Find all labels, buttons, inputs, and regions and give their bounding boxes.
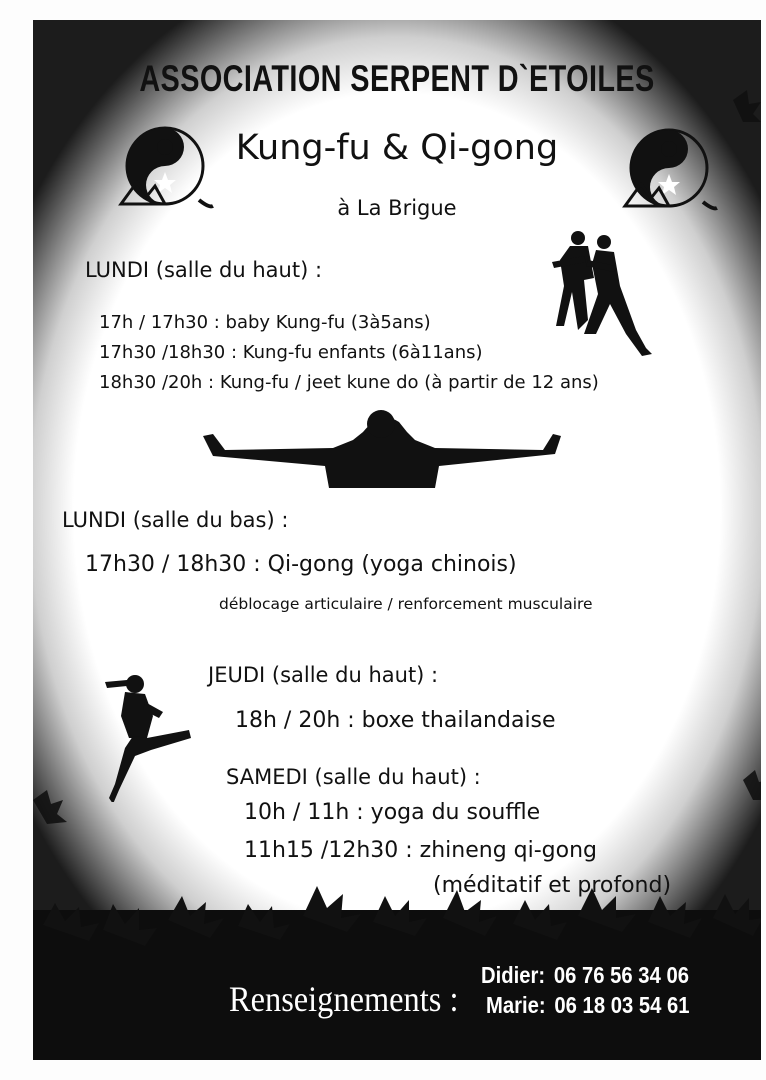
contact-marie [486, 992, 698, 1019]
yin-yang-logo-icon [115, 120, 215, 210]
contact-name: Didier: [481, 962, 546, 988]
location: à La Brigue [337, 196, 457, 220]
contact-didier [481, 962, 698, 989]
schedule-line: (méditatif et profond) [433, 873, 672, 898]
schedule-line: 11h15 /12h30 : zhineng qi-gong [244, 838, 597, 863]
association-title: ASSOCIATION SERPENT D`ETOILES [139, 58, 655, 99]
schedule-line: 17h / 17h30 : baby Kung-fu (3à5ans) [99, 312, 431, 333]
contact-phone: 06 76 56 34 06 [553, 962, 689, 988]
subtitle: Kung-fu & Qi-gong [235, 128, 559, 168]
qigong-silhouette [203, 410, 563, 490]
contact-name: Marie: [486, 992, 546, 1018]
schedule-line: 18h30 /20h : Kung-fu / jeet kune do (à partir de 12 ans) [99, 372, 599, 393]
flyer-poster [33, 20, 761, 1060]
kickboxer-illustration [105, 672, 195, 802]
schedule-note: déblocage articulaire / renforcement musculaire [219, 595, 593, 613]
day-heading-lundi-haut: LUNDI (salle du haut) : [85, 258, 323, 282]
day-heading-lundi-bas: LUNDI (salle du bas) : [62, 508, 289, 532]
yin-yang-logo-icon [619, 122, 719, 212]
schedule-line: 17h30 /18h30 : Kung-fu enfants (6à11ans) [99, 342, 483, 363]
schedule-line: 18h / 20h : boxe thailandaise [235, 708, 556, 733]
day-heading-jeudi: JEUDI (salle du haut) : [208, 663, 439, 687]
day-heading-samedi: SAMEDI (salle du haut) : [226, 765, 481, 789]
fighters-illustration [548, 230, 658, 360]
schedule-line: 17h30 / 18h30 : Qi-gong (yoga chinois) [85, 552, 517, 577]
contact-phone: 06 18 03 54 61 [554, 992, 690, 1018]
info-label: Renseignements : [229, 979, 459, 1019]
schedule-line: 10h / 11h : yoga du souffle [244, 800, 541, 825]
